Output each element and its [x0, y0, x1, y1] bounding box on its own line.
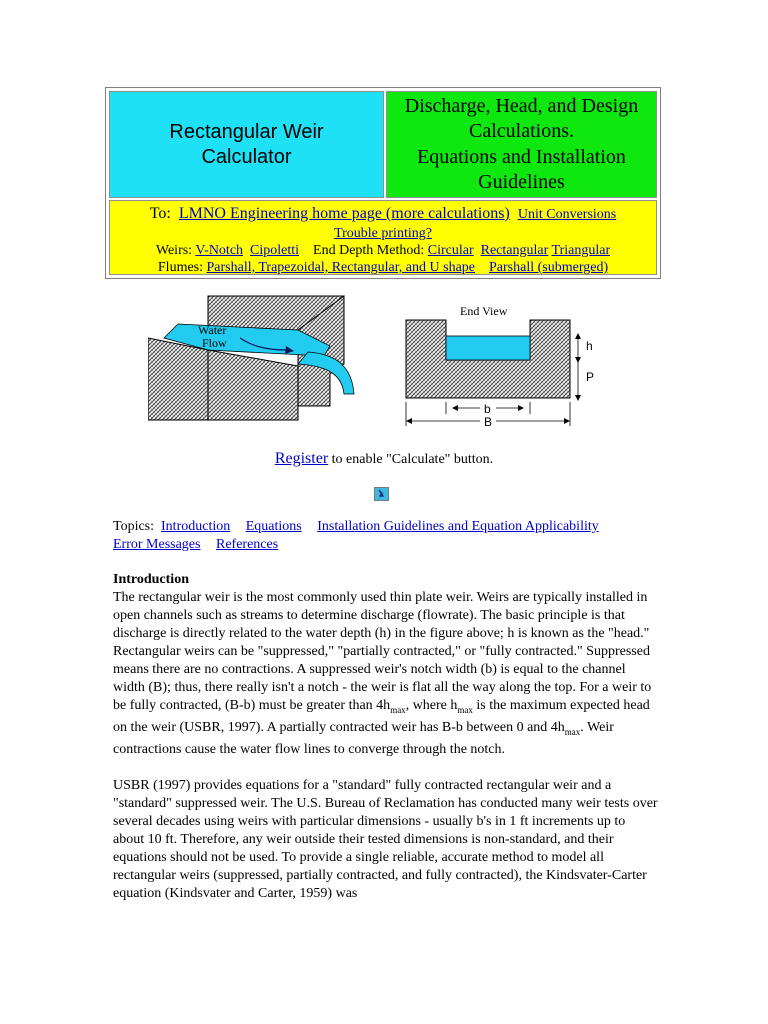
- subscript-max: max: [564, 726, 581, 737]
- intro-paragraph-1: [113, 589, 658, 759]
- to-label: To:: [149, 205, 171, 222]
- water-label: Water: [198, 323, 227, 337]
- flumes-label: Flumes:: [157, 260, 204, 275]
- topics-nav: [113, 518, 673, 554]
- subtitle-line: Discharge, Head, and Design: [404, 94, 639, 117]
- down-arrow-icon: [376, 489, 387, 500]
- notch-water-shape: [446, 336, 530, 360]
- home-link[interactable]: LMNO Engineering home page (more calculations): [178, 205, 510, 222]
- register-link[interactable]: Register: [274, 450, 329, 467]
- topic-installation-link[interactable]: Installation Guidelines and Equation Applicability: [317, 519, 599, 534]
- intro-text: . Weir contractions cause the water flow lines to converge through the notch.: [113, 719, 614, 757]
- triangular-link[interactable]: Triangular: [551, 243, 611, 258]
- cipoletti-link[interactable]: Cipoletti: [250, 243, 300, 258]
- page-title: [109, 91, 384, 198]
- front-wall-shape: [148, 338, 208, 420]
- introduction-section: [113, 571, 658, 921]
- subtitle-line: Guidelines: [478, 171, 565, 193]
- rectangular-link[interactable]: Rectangular: [480, 243, 549, 258]
- topics-label: Topics:: [113, 519, 155, 534]
- front-wall-shape: [208, 350, 298, 420]
- header-table: [105, 87, 661, 279]
- b-label: b: [484, 402, 491, 416]
- topic-references-link[interactable]: References: [215, 537, 279, 552]
- intro-paragraph-2: USBR (1997) provides equations for a "standard" fully contracted rectangular weir and a "standard" suppressed weir. The U.S. Bureau of Reclamation has conducted many weir tests over several decades using weirs with particular dimensions - usually b's in 1 ft increments up to about 10 ft. Therefore, any weir outside their tested dimensions is non-standard, and their equations should not be used. To provide a single reliable, accurate method to model all rectangular weirs (suppressed, partially contracted, and fully contracted), the Kindsvater-Carter equation (Kindsvater and Carter, 1959) was: [113, 777, 658, 901]
- topic-errors-link[interactable]: Error Messages: [113, 537, 201, 552]
- flow-label: Flow: [202, 336, 227, 350]
- end-view-figure: [402, 302, 602, 428]
- subtitle-line: Calculations.: [469, 120, 574, 142]
- title-line-1: Rectangular Weir: [169, 120, 324, 143]
- register-line: [0, 450, 768, 468]
- subscript-max: max: [457, 704, 473, 715]
- topic-equations-link[interactable]: Equations: [245, 519, 302, 534]
- down-arrow-button[interactable]: [374, 487, 389, 501]
- introduction-heading: Introduction: [113, 572, 189, 587]
- intro-text: is the maximum expected head on the weir (USBR, 1997). A partially contracted weir has B-b between 0 and 4h: [113, 698, 650, 735]
- end-view-label: End View: [460, 304, 508, 318]
- parshall-submerged-link[interactable]: Parshall (submerged): [489, 260, 609, 275]
- subscript-max: max: [390, 704, 406, 715]
- trouble-printing-link[interactable]: Trouble printing?: [334, 226, 432, 241]
- B-label: B: [484, 415, 493, 428]
- register-text: to enable "Calculate" button.: [328, 452, 494, 467]
- weirs-label: Weirs:: [155, 243, 193, 258]
- unit-conversions-link[interactable]: Unit Conversions: [517, 207, 617, 222]
- p-label: P: [586, 370, 595, 384]
- page-subtitle: [386, 91, 657, 198]
- flumes-link[interactable]: Parshall, Trapezoidal, Rectangular, and U shape: [206, 260, 475, 275]
- intro-text: , where h: [405, 698, 458, 713]
- intro-text: The rectangular weir is the most commonly used thin plate weir. Weirs are typically installed in open channels such as streams to determine discharge (flowrate). The basic principle is that discharge is directly related to the water depth (h) in the figure above; h is known as the "head." Rectangular weirs can be "suppressed," "partially contracted," or "fully contracted." Suppressed means there are no contractions. A suppressed weir's notch width (b) is equal to the channel width (B); thus, there really isn't a notch - the weir is flat all the way along the top. For a weir to be fully contracted, (B-b) must be greater than 4h: [113, 590, 652, 713]
- end-depth-label: End Depth Method:: [313, 243, 425, 258]
- topic-introduction-link[interactable]: Introduction: [161, 519, 231, 534]
- nav-links-panel: [109, 200, 657, 275]
- h-label: h: [586, 339, 593, 353]
- title-line-2: Calculator: [201, 145, 292, 168]
- circular-link[interactable]: Circular: [427, 243, 474, 258]
- subtitle-line: Equations and Installation: [417, 145, 626, 168]
- weir-isometric-figure: [148, 294, 360, 422]
- vnotch-link[interactable]: V-Notch: [195, 243, 244, 258]
